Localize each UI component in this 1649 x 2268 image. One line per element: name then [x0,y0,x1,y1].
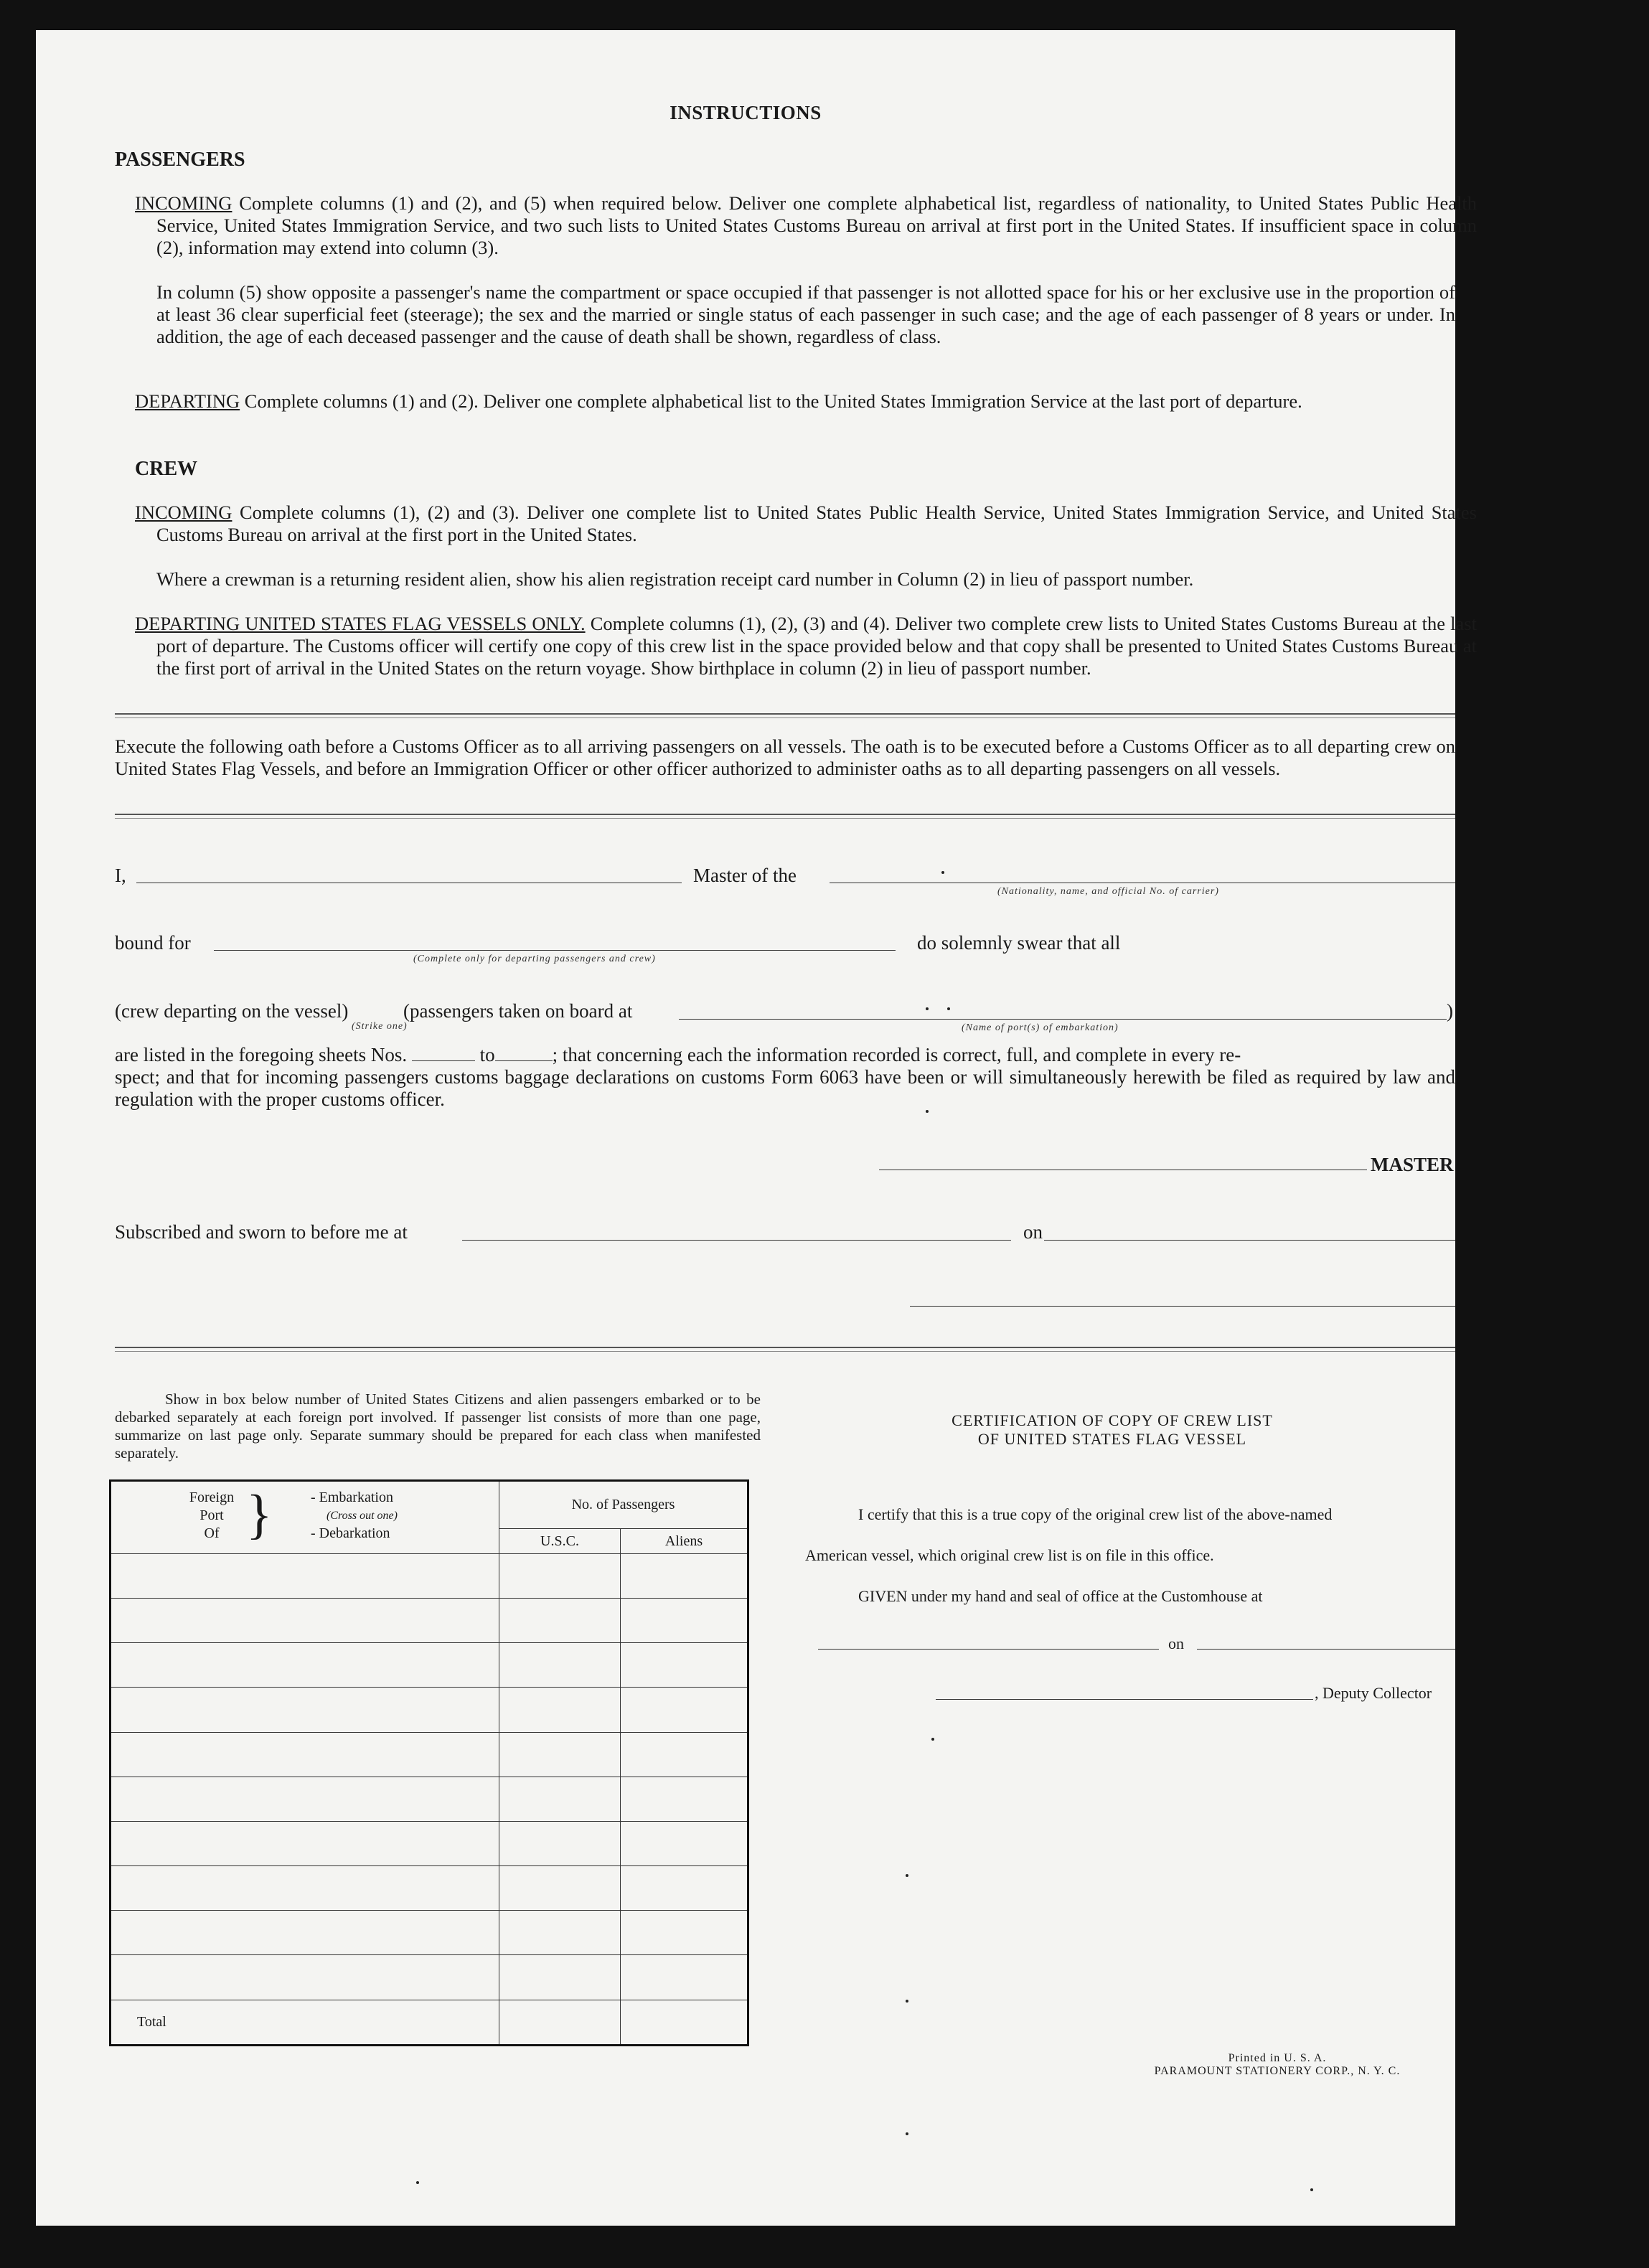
close-paren: ) [1447,1000,1453,1022]
no-of-passengers-header: No. of Passengers [499,1481,748,1529]
port-cell[interactable] [111,1732,499,1777]
port-cell[interactable] [111,1643,499,1688]
scan-speck [906,2132,908,2135]
of-label: Of [204,1525,220,1541]
oath-instruction: Execute the following oath before a Customs Officer as to all arriving passengers on all vessels. The oath is to be executed before a Customs Officer as to all departing crew on United States Flag Vessels, and before an Immigration Officer or other officer authorized to administer oaths as to all departing passengers on all vessels. [115,735,1455,779]
aliens-cell[interactable] [621,1688,748,1732]
port-cell[interactable] [111,1777,499,1821]
embark-debark-options[interactable] [311,1489,398,1543]
aliens-cell[interactable] [621,1911,748,1955]
aliens-cell[interactable] [621,1643,748,1688]
crew-heading: CREW [135,458,198,480]
scan-speck [941,871,944,874]
summary-note: Show in box below number of United States Citizens and alien passengers embarked or to be debarked separately at each foreign port involved. If passenger list consists of more than one page, summarize on last page only. Separate summary should be prepared for each class when manifested separately. [115,1391,761,1462]
certification-heading-1: CERTIFICATION OF COPY OF CREW LIST [952,1411,1273,1429]
bound-for-label: bound for [115,932,191,954]
port-label: Port [199,1507,224,1523]
port-cell[interactable] [111,1821,499,1865]
port-cell[interactable] [111,1553,499,1598]
embarkation-port-field[interactable] [679,1019,1447,1020]
listed-pre: are listed in the foregoing sheets Nos. [115,1044,408,1065]
certification-line-1: I certify that this is a true copy of the original crew list of the above-named [858,1505,1333,1523]
port-cell[interactable] [111,1955,499,2000]
usc-cell[interactable] [499,1688,621,1732]
bound-hint: (Complete only for departing passengers and crew) [413,954,656,964]
table-row [111,1866,748,1911]
officer-signature-field[interactable] [910,1306,1455,1307]
table-row [111,1599,748,1643]
sworn-date-field[interactable] [1044,1240,1455,1241]
form-page [36,30,1477,2226]
aliens-cell[interactable] [621,1866,748,1911]
foreign-port-of [183,1489,240,1543]
aliens-cell[interactable] [621,1732,748,1777]
crew-departing-paragraph [135,613,1477,679]
embarkation-option[interactable]: - Embarkation [311,1490,393,1505]
master-of-label: Master of the [693,865,797,886]
divider-3 [115,1347,1455,1352]
usc-cell[interactable] [499,1732,621,1777]
divider-1 [115,713,1455,718]
usc-cell[interactable] [499,1599,621,1643]
bound-for-field[interactable] [214,950,896,951]
deputy-collector-label: , Deputy Collector [1315,1684,1432,1702]
sworn-place-field[interactable] [462,1240,1011,1241]
departing-lead: DEPARTING [135,390,240,412]
table-row [111,1955,748,2000]
usc-cell[interactable] [499,1911,621,1955]
scan-speck [416,2181,419,2184]
aliens-cell[interactable] [621,1821,748,1865]
crew-departing-text: Complete columns (1), (2), (3) and (4). Deliver two complete crew lists to United States Customs Bureau at the last port of departure. The Customs officer will certify one copy of this crew list in the space provided below and that copy shall be presented to United States Customs Bureau at the first port of arrival in the United States on the return voyage. Show birthplace in column (2) in lieu of passport number. [156,613,1477,679]
listed-post: ; that concerning each the information recorded is correct, full, and complete in every re- [552,1044,1241,1065]
incoming-lead: INCOMING [135,192,232,214]
printer-imprint [1127,2052,1428,2078]
crew-incoming-paragraph [135,502,1477,546]
deputy-signature-field[interactable] [936,1699,1313,1700]
crewman-paragraph: Where a crewman is a returning resident alien, show his alien registration receipt card number in Column (2) in lieu of passport number. [156,568,1194,590]
scan-speck [947,1007,950,1010]
crew-incoming-text: Complete columns (1), (2) and (3). Deliver one complete list to United States Public Health Service, United States Immigration Service, and United States Customs Bureau on arrival at the first port in the United States. [156,502,1477,545]
scan-speck [906,1874,908,1877]
foreign-label: Foreign [189,1490,235,1505]
certification-heading [789,1411,1435,1449]
crew-departing-option[interactable]: (crew departing on the vessel) [115,1000,349,1022]
scan-speck [906,2000,908,2003]
certification-date-field[interactable] [1197,1649,1455,1650]
port-cell[interactable] [111,1911,499,1955]
aliens-cell[interactable] [621,1553,748,1598]
usc-cell[interactable] [499,1866,621,1911]
divider-2 [115,814,1455,819]
certification-line-3: GIVEN under my hand and seal of office at the Customhouse at [858,1587,1263,1605]
carrier-hint: (Nationality, name, and official No. of carrier) [997,886,1219,897]
passengers-taken-option[interactable]: (passengers taken on board at [403,1000,633,1022]
master-label: MASTER [1371,1154,1454,1175]
scan-speck [1310,2188,1313,2191]
usc-cell[interactable] [499,1955,621,2000]
table-header-row [111,1481,748,1529]
strike-one-hint: (Strike one) [352,1021,408,1032]
passengers-departing-paragraph [135,390,1477,413]
passengers-heading: PASSENGERS [115,149,245,171]
table-row [111,1777,748,1821]
passengers-incoming-paragraph [135,192,1477,259]
column5-paragraph: In column (5) show opposite a passenger's name the compartment or space occupied if that passenger is not allotted space for his or her exclusive use in the proportion of at least 36 clear superficial feet (steerage); the sex and the married or single status of each passenger in such case; and the age of each passenger of 8 years or under. In addition, the age of each deceased passenger and the cause of death shall be shown, regardless of class. [156,281,1455,347]
customhouse-field[interactable] [818,1649,1159,1650]
total-row [111,2000,748,2045]
port-cell[interactable] [111,1866,499,1911]
table-row [111,1553,748,1598]
certification-line-2: American vessel, which original crew list is on file in this office. [805,1546,1214,1564]
port-cell[interactable] [111,1688,499,1732]
scan-speck [931,1738,934,1741]
i-label: I, [115,865,126,886]
aliens-cell[interactable] [621,1955,748,2000]
table-row [111,1688,748,1732]
aliens-header: Aliens [621,1529,748,1554]
departing-text: Complete columns (1) and (2). Deliver one complete alphabetical list to the United States Immigration Service at the last port of departure. [240,390,1302,412]
usc-cell[interactable] [499,1553,621,1598]
table-row [111,1821,748,1865]
cross-out-hint: (Cross out one) [326,1510,398,1522]
debarkation-option[interactable]: - Debarkation [311,1525,390,1541]
table-row [111,1643,748,1688]
listed-line [115,1044,1241,1066]
port-header-cell [111,1481,499,1554]
total-usc-cell[interactable] [499,2000,621,2045]
embark-hint: (Name of port(s) of embarkation) [962,1022,1119,1033]
crew-incoming-lead: INCOMING [135,502,232,523]
scan-speck [926,1007,929,1010]
incoming-text: Complete columns (1) and (2), and (5) when required below. Deliver one complete alphabetical list, regardless of nationality, to United States Public Health Service, United States Immigration Service, and two such lists to United States Customs Bureau on arrival at first port in the United States. If insufficient space in column (2), information may extend into column (3). [156,192,1477,258]
printer-line-1: Printed in U. S. A. [1228,2052,1327,2064]
certification-heading-2: OF UNITED STATES FLAG VESSEL [977,1430,1247,1448]
sworn-on-label: on [1023,1221,1043,1243]
usc-header: U.S.C. [499,1529,621,1554]
usc-cell[interactable] [499,1777,621,1821]
scan-speck [926,1110,929,1113]
blank-rows [111,1553,748,2000]
aliens-cell[interactable] [621,1599,748,1643]
brace-icon: } [246,1484,273,1545]
usc-cell[interactable] [499,1643,621,1688]
table-row [111,1911,748,1955]
usc-cell[interactable] [499,1821,621,1865]
subscribed-label: Subscribed and sworn to before me at [115,1221,408,1243]
port-cell[interactable] [111,1599,499,1643]
swear-text: do solemnly swear that all [917,932,1121,954]
aliens-cell[interactable] [621,1777,748,1821]
listed-to: to [479,1044,495,1065]
total-label: Total [111,2000,499,2045]
table-row [111,1732,748,1777]
total-aliens-cell[interactable] [621,2000,748,2045]
printer-line-2: PARAMOUNT STATIONERY CORP., N. Y. C. [1154,2065,1401,2077]
page-title: INSTRUCTIONS [670,102,822,123]
sheet-from-field[interactable] [412,1046,475,1061]
listed-rest: spect; and that for incoming passengers customs baggage declarations on customs Form 6063 have been or will simultaneously herewith be filed as required by law and regulation with the proper customs officer. [115,1066,1455,1110]
crew-departing-lead: DEPARTING UNITED STATES FLAG VESSELS ONLY. [135,613,586,634]
sheet-to-field[interactable] [495,1046,553,1061]
certification-on: on [1168,1634,1184,1652]
passenger-summary-table [109,1479,749,2046]
